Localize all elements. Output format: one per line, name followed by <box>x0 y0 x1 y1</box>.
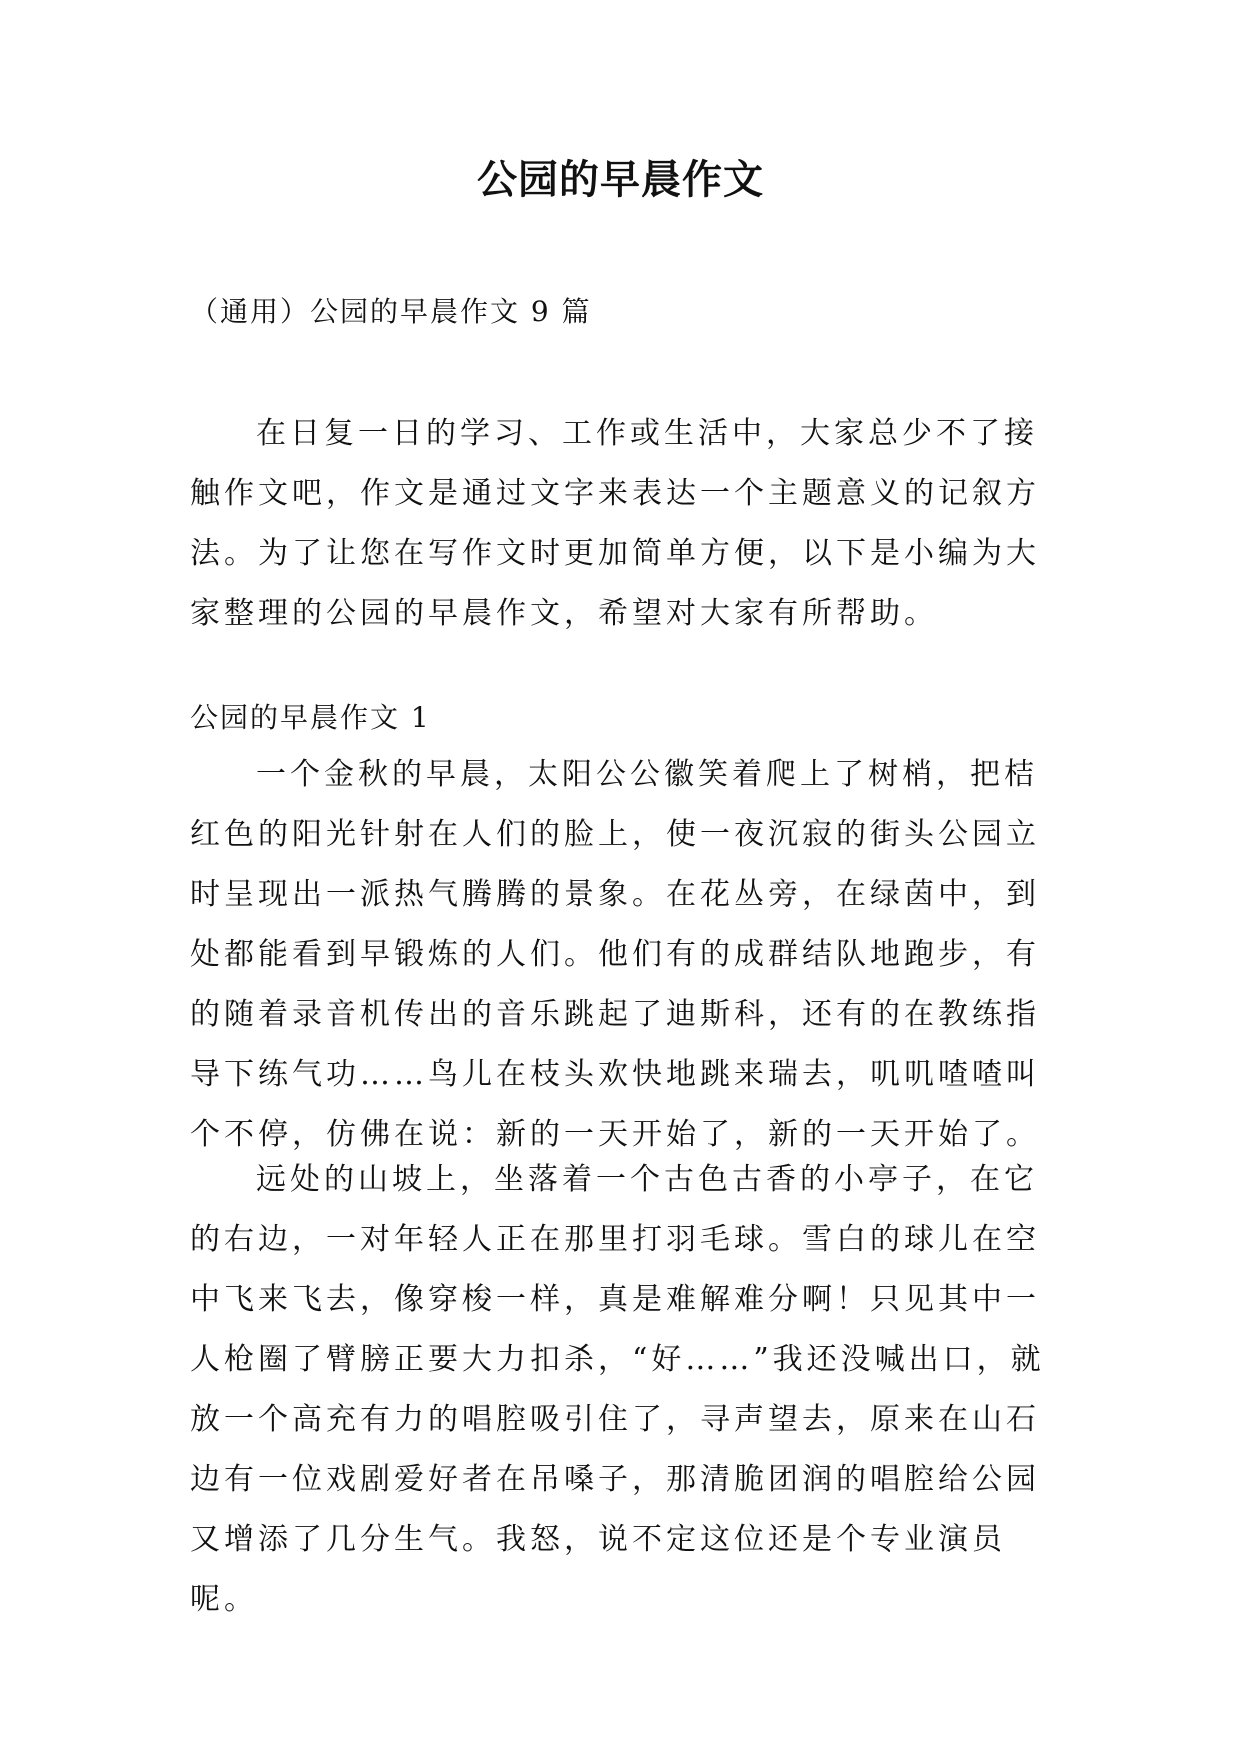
body-paragraph-1: 一个金秋的早晨，太阳公公徽笑着爬上了树梢，把桔红色的阳光针射在人们的脸上，使一夜沉寂的街头公园立时呈现出一派热气腾腾的景象。在花丛旁，在绿茵中，到处都能看到早锻炼的人们。他们有的成群结队地跑步，有的随着录音机传出的音乐跳起了迪斯科，还有的在教练指导下练气功……鸟儿在枝头欢快地跳来瑞去，叽叽喳喳叫个不停，仿佛在说：新的一天开始了，新的一天开始了。 <box>190 757 1040 1152</box>
intro-paragraph: 在日复一日的学习、工作或生活中，大家总少不了接触作文吧，作文是通过文字来表达一个主题意义的记叙方法。为了让您在写作文时更加简单方便，以下是小编为大家整理的公园的早晨作文，希望对大家有所帮助。 <box>190 416 1040 631</box>
document-subtitle: （通用）公园的早晨作文 9 篇 <box>190 295 592 328</box>
body-paragraph-2: 远处的山坡上，坐落着一个古色古香的小亭子，在它的右边，一对年轻人正在那里打羽毛球。雪白的球儿在空中飞来飞去，像穿梭一样，真是难解难分啊！只见其中一人枪圈了臂膀正要大力扣杀，“好……”我还没喊出口，就放一个高充有力的唱腔吸引住了，寻声望去，原来在山石边有一位戏剧爱好者在吊嗓子，那清脆团润的唱腔给公园又增添了几分生气。我怒，说不定这位还是个专业演员呢。 <box>190 1162 1045 1617</box>
section-heading: 公园的早晨作文 1 <box>190 701 431 734</box>
document-title: 公园的早晨作文 <box>477 157 764 203</box>
